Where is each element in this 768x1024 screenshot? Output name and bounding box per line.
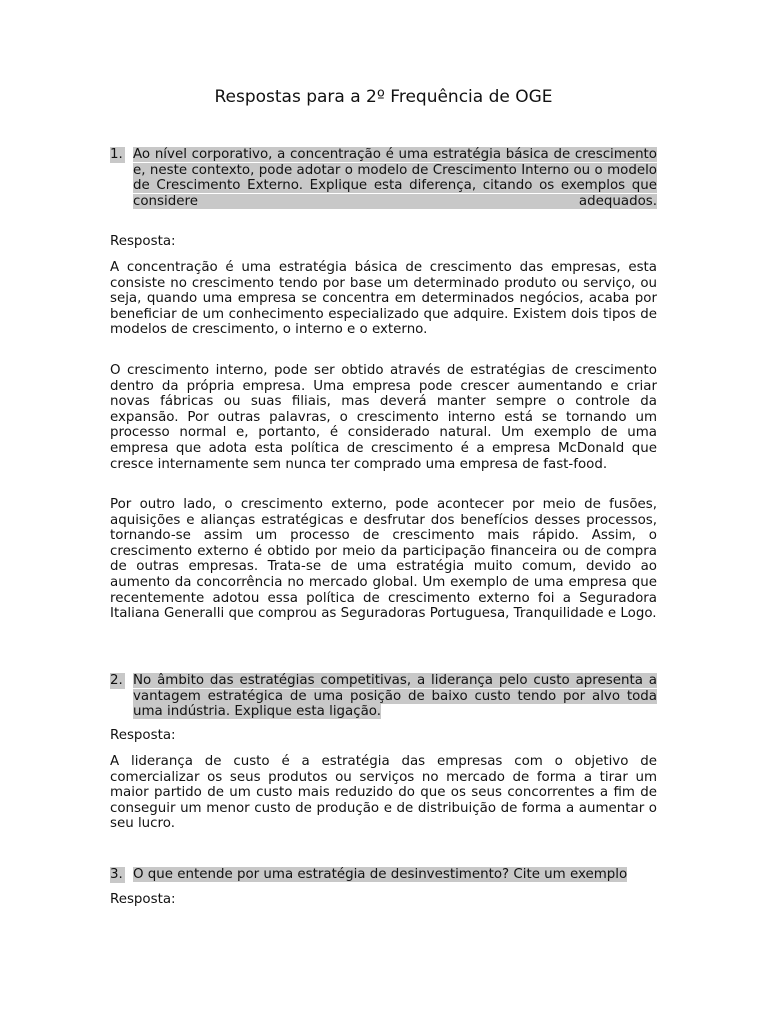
question-number: 2. <box>110 673 123 688</box>
answer-label: Resposta: <box>110 234 176 249</box>
answer-label: Resposta: <box>110 728 176 743</box>
question-3-text: O que entende por uma estratégia de desinvestimento? Cite um exemplo <box>133 867 628 882</box>
question-1 <box>110 147 657 209</box>
question-text <box>133 867 657 883</box>
document-title: Respostas para a 2º Frequência de OGE <box>214 87 553 107</box>
answer-paragraph: A concentração é uma estratégia básica de crescimento das empresas, esta consiste no crescimento tendo por base um determinado produto ou serviço, ou seja, quando uma empresa se concentra em determinados negócios, acaba por beneficiar de um conhecimento especializado que adquire. Existem dois tipos de modelos de crescimento, o interno e o externo. <box>110 260 657 338</box>
question-number: 1. <box>110 147 123 162</box>
question-1-text: Ao nível corporativo, a concentração é uma estratégia básica de crescimento e, neste contexto, pode adotar o modelo de Crescimento Interno ou o modelo de Crescimento Externo. Explique esta diferença, citando os exemplos que considere adequados. <box>133 147 657 209</box>
question-number: 3. <box>110 867 123 882</box>
answer-paragraph: A liderança de custo é a estratégia das empresas com o objetivo de comercializar os seus produtos ou serviços no mercado de forma a tirar um maior partido de um custo mais reduzido do que os seus concorrentes a fim de conseguir um menor custo de produção e de distribuição de forma a aumentar o seu lucro. <box>110 754 657 832</box>
question-3 <box>110 867 657 883</box>
answer-paragraph: Por outro lado, o crescimento externo, pode acontecer por meio de fusões, aquisições e alianças estratégicas e desfrutar dos benefícios desses processos, tornando-se assim um processo de crescimento mais rápido. Assim, o crescimento externo é obtido por meio da participação financeira ou de compra de outras empresas. Trata-se de uma estratégia muito comum, devido ao aumento da concorrência no mercado global. Um exemplo de uma empresa que recentemente adotou essa política de crescimento externo foi a Seguradora Italiana Generalli que comprou as Seguradoras Portuguesa, Tranquilidade e Logo. <box>110 497 657 622</box>
answer-label: Resposta: <box>110 892 176 907</box>
question-text <box>133 147 657 209</box>
question-2-text: No âmbito das estratégias competitivas, a liderança pelo custo apresenta a vantagem estratégica de uma posição de baixo custo tendo por alvo toda uma indústria. Explique esta ligação. <box>133 673 657 720</box>
answer-paragraph: O crescimento interno, pode ser obtido através de estratégias de crescimento dentro da própria empresa. Uma empresa pode crescer aumentando e criar novas fábricas ou suas filiais, mas deverá manter sempre o controle da expansão. Por outras palavras, o crescimento interno está se tornando um processo normal e, portanto, é considerado natural. Um exemplo de uma empresa que adota esta política de crescimento é a empresa McDonald que cresce internamente sem nunca ter comprado uma empresa de fast-food. <box>110 363 657 472</box>
question-text <box>133 673 657 720</box>
question-2 <box>110 673 657 720</box>
